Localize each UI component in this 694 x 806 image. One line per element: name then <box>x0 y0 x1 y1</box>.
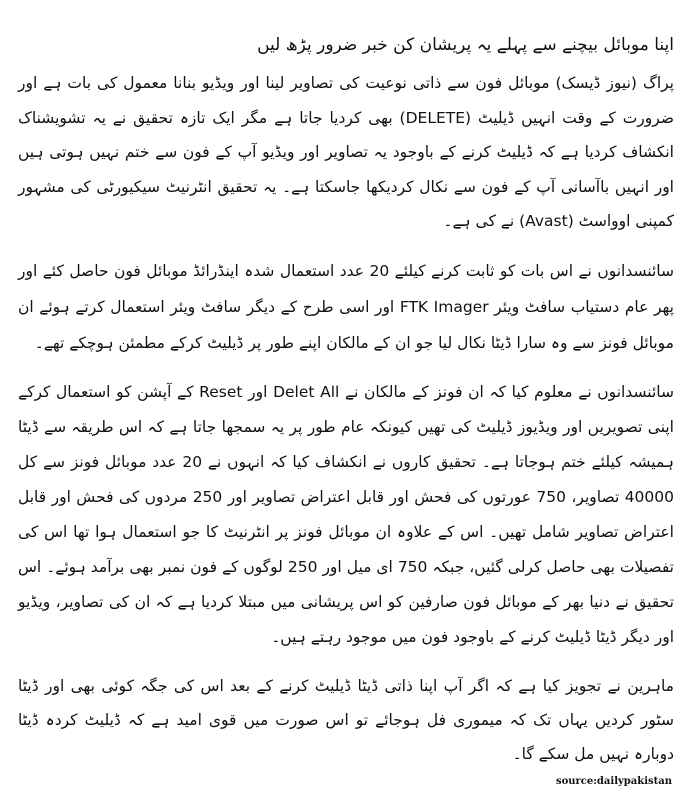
source-credit: source:dailypakistan <box>555 776 672 787</box>
article-headline: اپنا موبائل بیچنے سے پہلے یہ پریشان کن خبر ضرور پڑھ لیں <box>257 35 674 55</box>
article-paragraph-3: سائنسدانوں نے معلوم کیا کہ ان فونز کے مالکان نے Delet All اور Reset کے آپشن کو استعمال کرکے اپنی تصویریں اور ویڈیوز ڈیلیٹ کی تھیں کیونکہ عام طور پر یہ سمجھا جاتا ہے کہ اس طریقہ سے ڈیٹا ہمیشہ کیلئے ختم ہوجاتا ہے۔ تحقیق کاروں نے انکشاف کیا کہ انہوں نے 20 عدد موبائل فونز سے کل 40000 تصاویر، 750 عورتوں کی فحش اور قابل اعتراض تصاویر اور 250 مردوں کی فحش اور قابل اعتراض تصاویر شامل تھیں۔ اس کے علاوہ ان موبائل فونز پر انٹرنیٹ کا جو استعمال ہوا تھا اس کی تفصیلات بھی حاصل کرلی گئیں، جبکہ 750 ای میل اور 250 لوگوں کے فون نمبر بھی برآمد ہوئے۔ اس تحقیق نے دنیا بھر کے موبائل فون صارفین کو اس پریشانی میں مبتلا کردیا ہے کہ ان کی تصاویر، ویڈیو اور دیگر ڈیٹا ڈیلیٹ کرنے کے باوجود فون میں موجود رہتے ہیں۔ <box>18 382 674 646</box>
article-paragraph-4: ماہرین نے تجویز کیا ہے کہ اگر آپ اپنا ذاتی ڈیٹا ڈیلیٹ کرنے کے بعد اس کی جگہ کوئی بھی اور ڈیٹا سٹور کردیں یہاں تک کہ میموری فل ہوجائے تو اس صورت میں قوی امید ہے کہ ڈیلیٹ کردہ ڈیٹا دوبارہ نہیں مل سکے گا۔ <box>18 676 674 763</box>
article-paragraph-1: پراگ (نیوز ڈیسک) موبائل فون سے ذاتی نوعیت کی تصاویر لینا اور ویڈیو بنانا معمول کی بات ہے اور ضرورت کے وقت انہیں ڈیلیٹ (DELETE) بھی کردیا جاتا ہے مگر ایک تازہ تحقیق نے یہ تشویشناک انکشاف کردیا ہے کہ ڈیلیٹ کرنے کے باوجود یہ تصاویر اور ویڈیو آپ کے فون سے ختم نہیں ہوتی ہیں اور انہیں باآسانی آپ کے فون سے نکال کردیکھا جاسکتا ہے۔ یہ تحقیق انٹرنیٹ سیکیورٹی کی مشہور کمپنی اوواسٹ (Avast) نے کی ہے۔ <box>18 74 674 230</box>
article-paragraph-2: سائنسدانوں نے اس بات کو ثابت کرنے کیلئے 20 عدد استعمال شدہ اینڈرائڈ موبائل فون حاصل کئے اور پھر عام دستیاب سافٹ ویئر FTK Imager اور اسی طرح کے دیگر سافٹ ویئر استعمال کرتے ہوئے ان موبائل فونز سے وہ سارا ڈیٹا نکال لیا جو ان کے مالکان اپنے طور پر ڈیلیٹ کرکے مطمئن ہوچکے تھے۔ <box>18 261 674 352</box>
